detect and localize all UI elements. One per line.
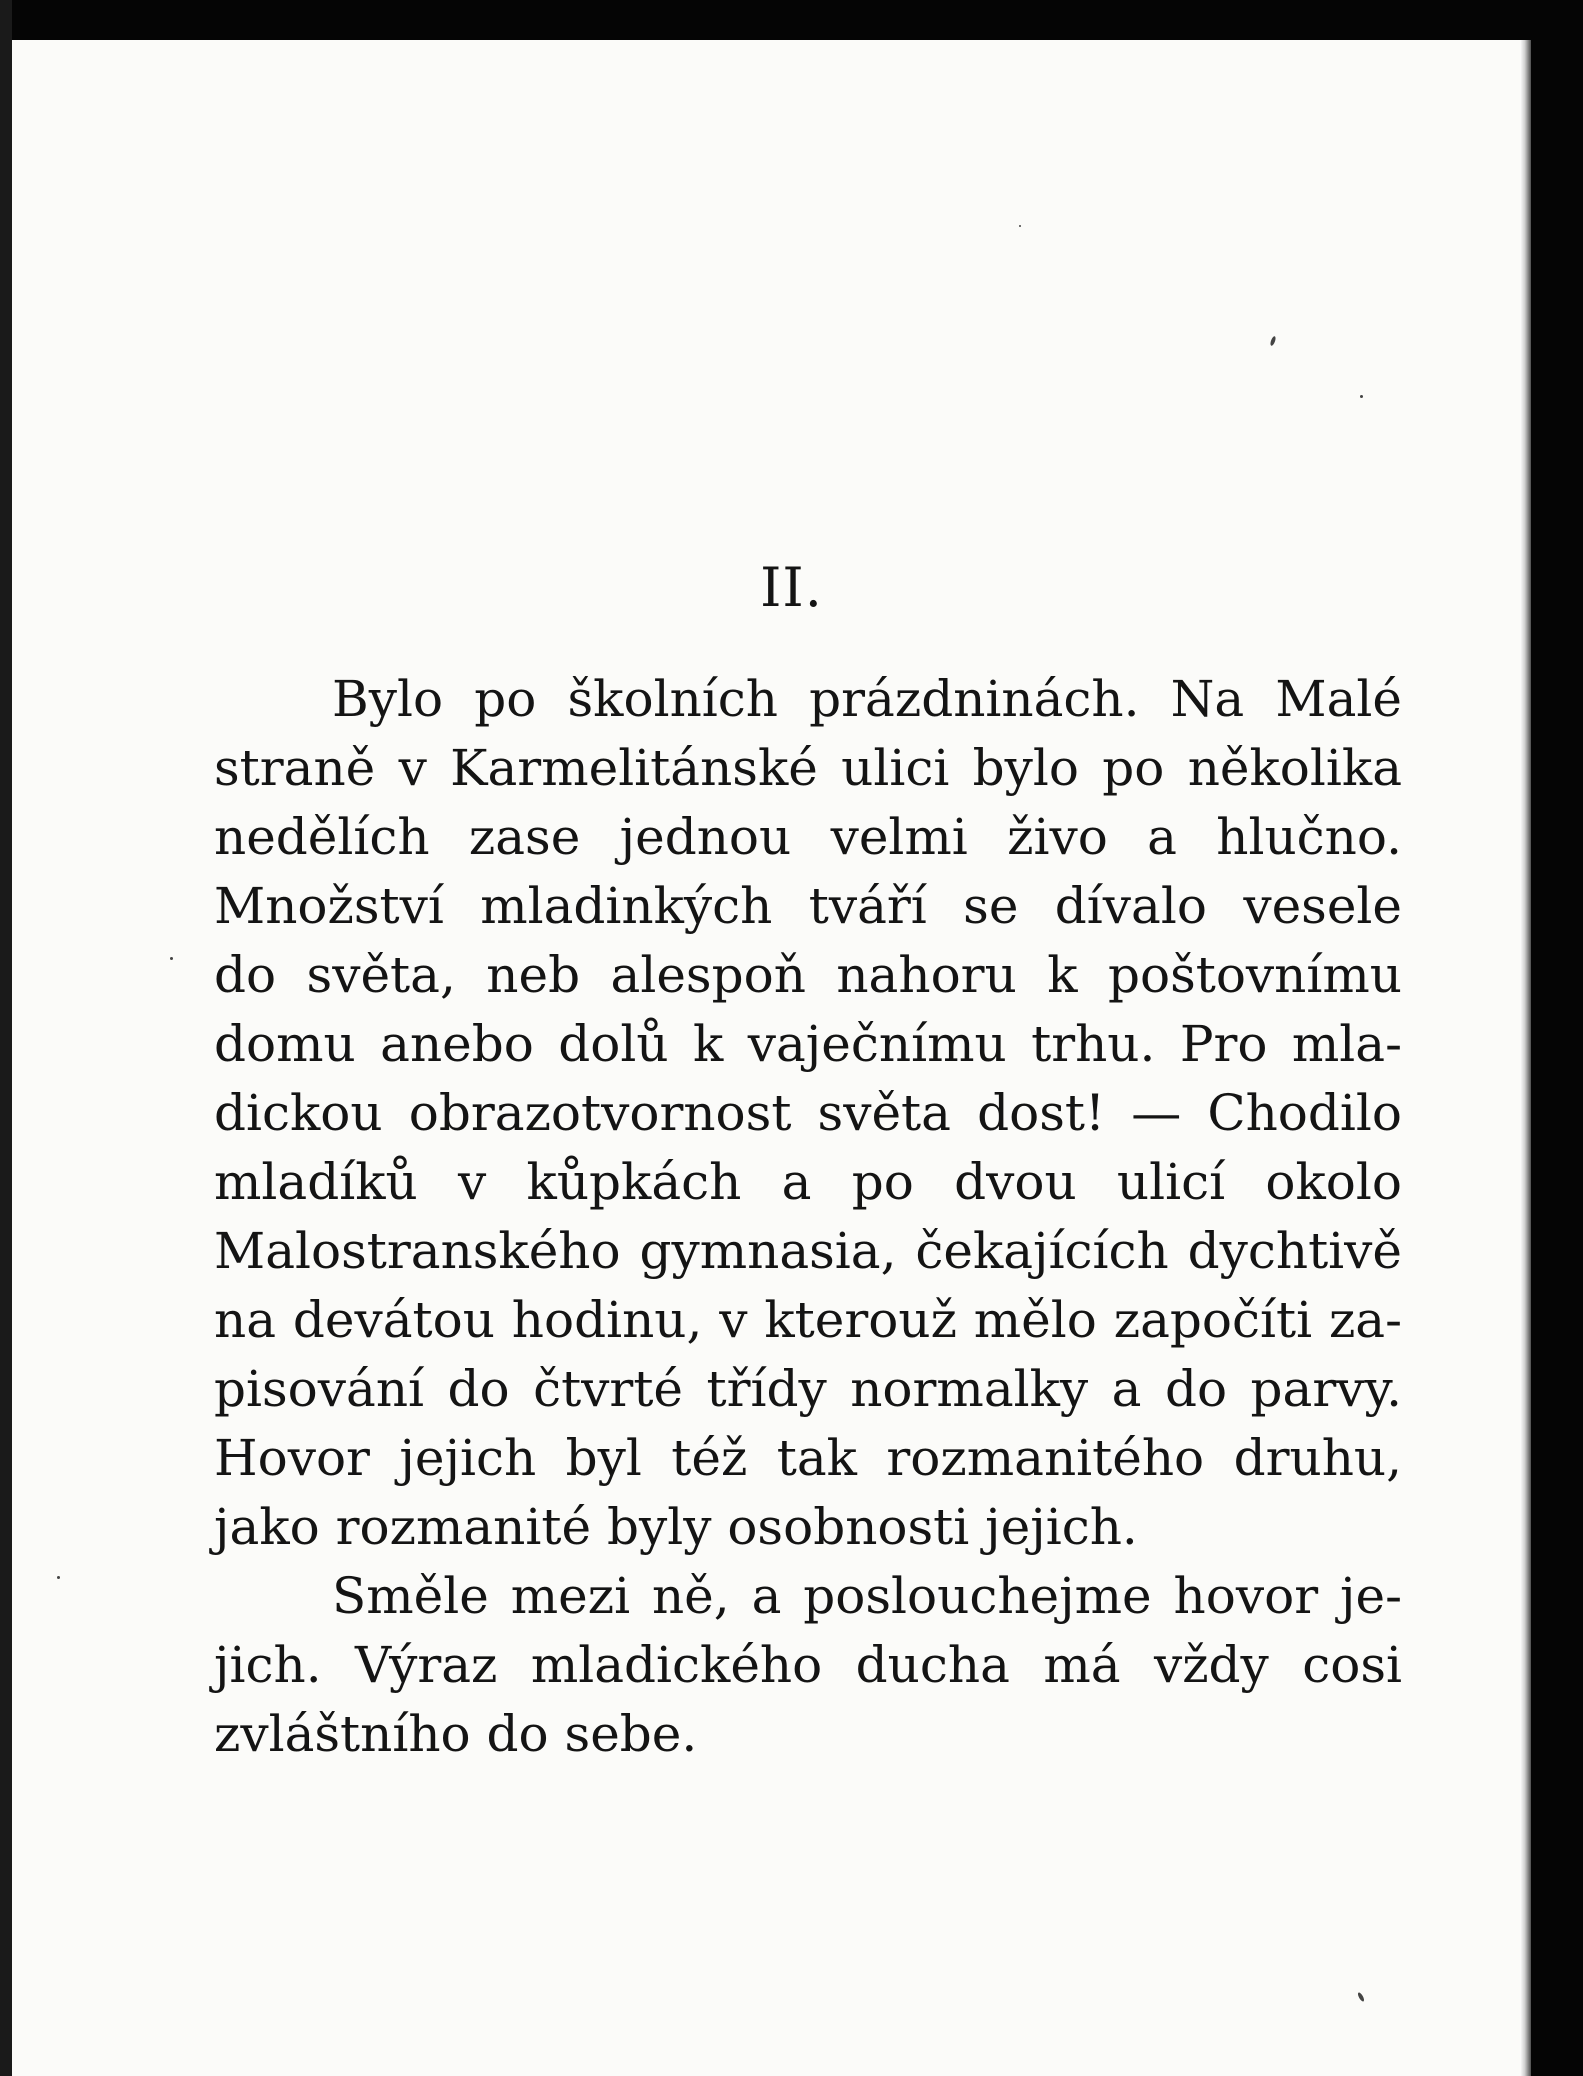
scan-border-left — [0, 0, 12, 2076]
text-line: Malostranského gymnasia, čekajících dychtivě — [214, 1222, 1402, 1280]
text-line: do světa, neb alespoň nahoru k poštovnímu — [214, 946, 1402, 1004]
text-line: straně v Karmelitánské ulici bylo po několika — [214, 739, 1402, 797]
text-line: mladíků v kůpkách a po dvou ulicí okolo — [214, 1153, 1402, 1211]
text-line: nedělích zase jednou velmi živo a hlučno. — [214, 808, 1402, 866]
print-speck — [170, 957, 173, 960]
print-speck — [1357, 1992, 1365, 2003]
text-line: Hovor jejich byl též tak rozmanitého druhu, — [214, 1429, 1402, 1487]
chapter-heading: II. — [760, 556, 823, 619]
text-line: Bylo po školních prázdninách. Na Malé — [332, 670, 1402, 728]
print-speck — [57, 1576, 60, 1579]
text-line: Množství mladinkých tváří se dívalo vesele — [214, 877, 1402, 935]
text-line: jich. Výraz mladického ducha má vždy cosi — [214, 1636, 1402, 1694]
print-speck — [1019, 225, 1021, 227]
chapter-text — [214, 665, 1402, 1769]
text-line: jako rozmanité byly osobnosti jejich. — [214, 1498, 1138, 1556]
print-speck — [1360, 395, 1363, 398]
text-line: pisování do čtvrté třídy normalky a do parvy. — [214, 1360, 1402, 1418]
scan-border-top — [0, 0, 1583, 40]
text-line: dickou obrazotvornost světa dost! — Chodilo — [214, 1084, 1402, 1142]
text-line: domu anebo dolů k vaječnímu trhu. Pro mla- — [214, 1015, 1402, 1073]
scan-border-right — [1531, 0, 1583, 2076]
text-line: Směle mezi ně, a poslouchejme hovor je- — [332, 1567, 1402, 1625]
text-line: zvláštního do sebe. — [214, 1705, 698, 1763]
text-line: na devátou hodinu, v kterouž mělo započíti za- — [214, 1291, 1402, 1349]
print-speck — [1269, 336, 1276, 347]
